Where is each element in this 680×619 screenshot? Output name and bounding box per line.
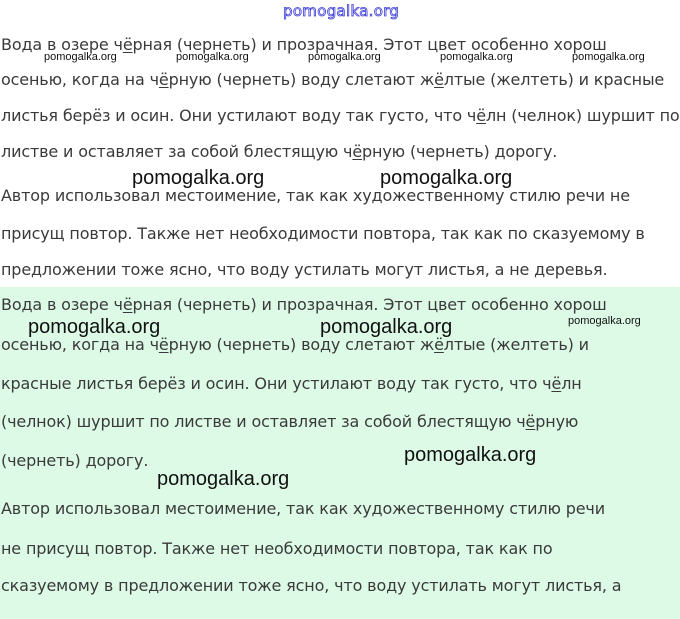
text-segment: красные листья берёз и осин. Они устилают воду так густо, что ч [1,374,552,393]
text-segment: не присущ повтор. Также нет необходимости повтора, так как по [1,539,553,558]
text-segment: осенью, когда на ч [1,335,159,354]
stressed-letter: ё [158,335,169,354]
text-segment: (чернеть) дорогу. [1,451,149,470]
watermark-big: pomogalka.org [320,316,453,338]
text-segment: Вода в озере ч [1,35,123,54]
text-segment: листве и оставляет за собой блестящую ч [1,142,353,161]
watermark-small: pomogalka.org [440,51,513,63]
stressed-letter: ё [434,70,444,89]
text-line [1,186,630,206]
text-segment: рную (чернеть) дорогу. [362,142,558,161]
text-line [1,142,557,162]
watermark-small: pomogalka.org [44,51,117,63]
text-segment: лн (челнок) шуршит по [485,106,680,125]
text-segment: (челнок) шуршит по листве и оставляет за собой блестящую ч [1,412,526,431]
watermark-small: pomogalka.org [568,315,641,327]
stressed-letter: ё [525,412,536,431]
stressed-letter: ё [158,70,169,89]
watermark-small: pomogalka.org [176,51,249,63]
watermark-small: pomogalka.org [572,51,645,63]
text-segment: лтые (желтеть) и [443,335,589,354]
text-line [1,224,645,244]
text-segment: листья берёз и осин. Они устилают воду так густо, что ч [1,106,477,125]
text-segment: рная (чернеть) и прозрачная. Этот цвет особенно хорош [132,35,607,54]
text-segment: лтые (желтеть) и красные [443,70,665,89]
stressed-letter: ё [476,106,486,125]
stressed-letter: ё [352,142,363,161]
text-line [1,412,578,432]
text-line [1,106,680,126]
stressed-letter: ё [551,374,562,393]
stressed-letter: ё [122,35,133,54]
text-line [1,295,607,315]
text-segment: осенью, когда на ч [1,70,159,89]
text-segment: рная (чернеть) и прозрачная. Этот цвет особенно хорош [132,295,607,314]
watermark-big: pomogalka.org [132,167,265,189]
text-segment: Автор использовал местоимение, так как художественному стилю речи не [1,186,630,205]
stressed-letter: ё [434,335,444,354]
text-line [1,374,582,394]
text-segment: рную (чернеть) воду слетают ж [168,335,435,354]
stressed-letter: ё [122,295,133,314]
watermark-big: pomogalka.org [404,444,537,466]
text-segment: предложении тоже ясно, что воду устилать могут листья, а не деревья. [1,260,608,279]
watermark-small: pomogalka.org [308,51,381,63]
text-line [1,539,553,559]
text-line [1,451,148,471]
watermark-big: pomogalka.org [28,316,161,338]
text-segment: Автор использовал местоимение, так как художественному стилю речи [1,499,605,518]
text-segment: Вода в озере ч [1,295,123,314]
watermark-big: pomogalka.org [157,468,290,490]
text-segment: рную (чернеть) воду слетают ж [168,70,435,89]
text-segment: рную [535,412,579,431]
watermark-top: pomogalka.org [283,2,400,20]
watermark-big: pomogalka.org [380,167,513,189]
text-segment: присущ повтор. Также нет необходимости повтора, так как по сказуемому в [1,224,645,243]
text-segment: сказуемому в предложении тоже ясно, что воду устилать могут листья, а [1,576,622,595]
text-line [1,260,607,280]
text-line [1,576,621,596]
text-line [1,499,605,519]
text-segment: лн [561,374,582,393]
text-line [1,70,664,90]
